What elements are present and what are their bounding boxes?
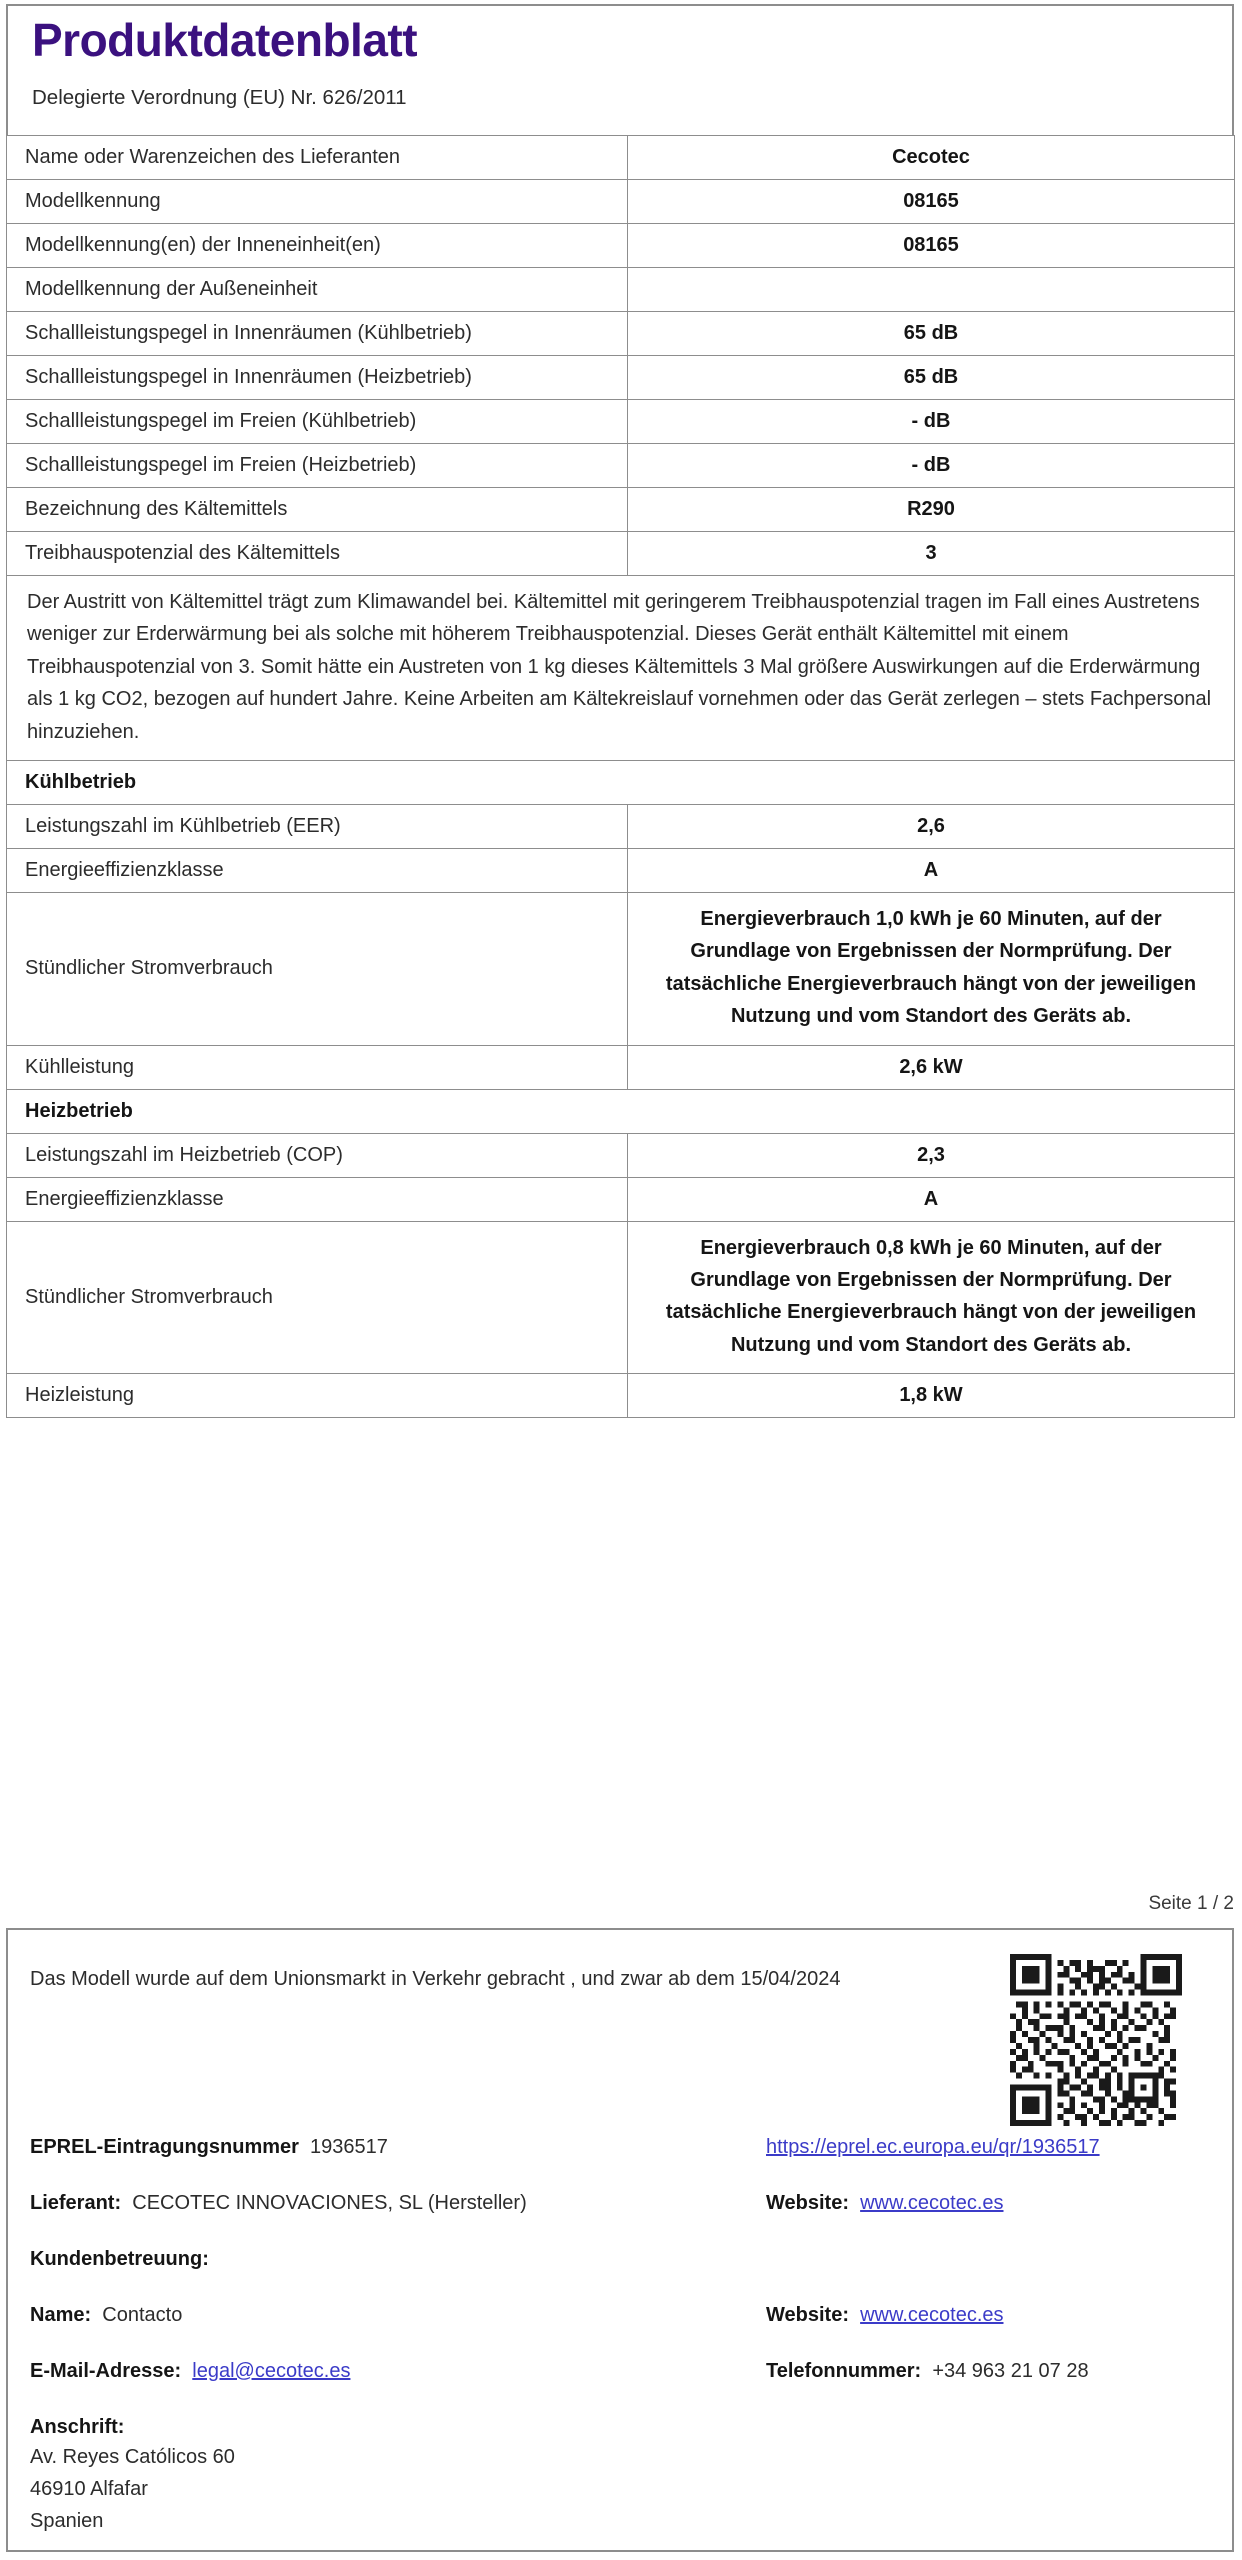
table-row: [7, 268, 1235, 312]
email-link[interactable]: legal@cecotec.es: [192, 2360, 351, 2382]
spec-label: Stündlicher Stromverbrauch: [7, 892, 628, 1045]
contact-website-label: Website:: [766, 2304, 849, 2326]
table-row: [7, 488, 1235, 532]
spec-label: Schallleistungspegel im Freien (Heizbetrieb): [7, 444, 628, 488]
table-row: [7, 1177, 1235, 1221]
phone-label: Telefonnummer:: [766, 2360, 922, 2382]
spec-value: 08165: [628, 180, 1235, 224]
address-line-3: Spanien: [30, 2510, 104, 2532]
supplier-value: CECOTEC INNOVACIONES, SL (Hersteller): [132, 2192, 527, 2214]
spec-value: 2,3: [628, 1133, 1235, 1177]
spec-value: - dB: [628, 444, 1235, 488]
page-title: Produktdatenblatt: [32, 14, 418, 66]
spec-label: Stündlicher Stromverbrauch: [7, 1221, 628, 1374]
table-row: [7, 224, 1235, 268]
email-row: [30, 2360, 350, 2383]
spec-value: 1,8 kW: [628, 1374, 1235, 1418]
table-row: [7, 1045, 1235, 1089]
contact-name-value: Contacto: [102, 2304, 183, 2326]
qr-code-icon: [1010, 1954, 1182, 2126]
contact-website-row: [766, 2304, 1004, 2327]
spec-value: - dB: [628, 400, 1235, 444]
spec-label: Name oder Warenzeichen des Lieferanten: [7, 136, 628, 180]
eprel-value: 1936517: [310, 2136, 388, 2158]
table-row: [7, 180, 1235, 224]
contact-name-label: Name:: [30, 2304, 92, 2326]
table-row: [7, 136, 1235, 180]
table-row: [7, 848, 1235, 892]
spec-value: A: [628, 1177, 1235, 1221]
table-row: [7, 444, 1235, 488]
website-label: Website:: [766, 2192, 849, 2214]
spec-label: Energieeffizienzklasse: [7, 848, 628, 892]
spec-value: 3: [628, 532, 1235, 576]
regulation-subtitle: Delegierte Verordnung (EU) Nr. 626/2011: [32, 86, 407, 109]
table-row: [7, 1133, 1235, 1177]
table-row: [7, 400, 1235, 444]
phone-row: [766, 2360, 1089, 2383]
address-heading: Anschrift:: [30, 2416, 125, 2438]
supplier-label: Lieferant:: [30, 2192, 122, 2214]
spec-value: Energieverbrauch 1,0 kWh je 60 Minuten, auf der Grundlage von Ergebnissen der Normprüfung. Der tatsächliche Energieverbrauch hängt von der jeweiligen Nutzung und vom Standort des Geräts ab.: [628, 892, 1235, 1045]
supplier-website-row: [766, 2192, 1004, 2215]
contact-website-link[interactable]: www.cecotec.es: [860, 2304, 1004, 2326]
spec-label: Kühlleistung: [7, 1045, 628, 1089]
spec-value: Cecotec: [628, 136, 1235, 180]
document-footer: [6, 1928, 1234, 2552]
spec-value: 2,6 kW: [628, 1045, 1235, 1089]
refrigerant-notice-text: Der Austritt von Kältemittel trägt zum Klimawandel bei. Kältemittel mit geringerem Treibhauspotenzial tragen im Fall eines Austretens weniger zur Erderwärmung bei als solche mit höherem Treibhauspotenzial. Dieses Gerät enthält Kältemittel mit einem Treibhauspotenzial von 3. Somit hätte ein Austreten von 1 kg dieses Kältemittels 3 Mal größere Auswirkungen auf die Erderwärmung als 1 kg CO2, bezogen auf hundert Jahre. Keine Arbeiten am Kältekreislauf vornehmen oder das Gerät zerlegen – stets Fachpersonal hinzuziehen.: [7, 576, 1235, 761]
table-row: [7, 804, 1235, 848]
spec-value: [628, 268, 1235, 312]
spec-label: Treibhauspotenzial des Kältemittels: [7, 532, 628, 576]
email-label: E-Mail-Adresse:: [30, 2360, 182, 2382]
table-row: [7, 356, 1235, 400]
spec-value: A: [628, 848, 1235, 892]
table-row: [7, 892, 1235, 1045]
spec-label: Schallleistungspegel in Innenräumen (Kühlbetrieb): [7, 312, 628, 356]
spec-label: Schallleistungspegel im Freien (Kühlbetrieb): [7, 400, 628, 444]
eprel-registration-row: [30, 2136, 388, 2159]
spec-value: 65 dB: [628, 356, 1235, 400]
spec-value: Energieverbrauch 0,8 kWh je 60 Minuten, auf der Grundlage von Ergebnissen der Normprüfung. Der tatsächliche Energieverbrauch hängt von der jeweiligen Nutzung und vom Standort des Geräts ab.: [628, 1221, 1235, 1374]
phone-value: +34 963 21 07 28: [932, 2360, 1089, 2382]
supplier-row: [30, 2192, 527, 2215]
contact-name-row: [30, 2304, 182, 2327]
spec-table-body: [7, 136, 1235, 1418]
spec-value: 2,6: [628, 804, 1235, 848]
table-row: [7, 532, 1235, 576]
market-placement-text: Das Modell wurde auf dem Unionsmarkt in Verkehr gebracht , und zwar ab dem 15/04/2024: [30, 1968, 841, 1990]
spec-label: Bezeichnung des Kältemittels: [7, 488, 628, 532]
eprel-label: EPREL-Eintragungsnummer: [30, 2136, 299, 2158]
spec-value: R290: [628, 488, 1235, 532]
address-line-1: Av. Reyes Católicos 60: [30, 2446, 235, 2468]
spec-label: Schallleistungspegel in Innenräumen (Heizbetrieb): [7, 356, 628, 400]
table-row: [7, 576, 1235, 761]
document-header: [6, 4, 1234, 135]
spec-label: Energieeffizienzklasse: [7, 1177, 628, 1221]
section-heading-cooling: Kühlbetrieb: [7, 760, 1235, 804]
customer-support-heading: Kundenbetreuung:: [30, 2248, 209, 2270]
table-row: [7, 1089, 1235, 1133]
table-row: [7, 1374, 1235, 1418]
spec-label: Modellkennung(en) der Inneneinheit(en): [7, 224, 628, 268]
table-row: [7, 760, 1235, 804]
spec-label: Leistungszahl im Kühlbetrieb (EER): [7, 804, 628, 848]
spec-label: Modellkennung: [7, 180, 628, 224]
spec-label: Leistungszahl im Heizbetrieb (COP): [7, 1133, 628, 1177]
section-heading-heating: Heizbetrieb: [7, 1089, 1235, 1133]
spec-label: Modellkennung der Außeneinheit: [7, 268, 628, 312]
eprel-url-link[interactable]: https://eprel.ec.europa.eu/qr/1936517: [766, 2136, 1100, 2158]
product-spec-table: [6, 135, 1235, 1418]
table-row: [7, 1221, 1235, 1374]
spec-value: 65 dB: [628, 312, 1235, 356]
table-row: [7, 312, 1235, 356]
spec-label: Heizleistung: [7, 1374, 628, 1418]
address-line-2: 46910 Alfafar: [30, 2478, 148, 2500]
page-number: Seite 1 / 2: [1148, 1893, 1234, 1914]
supplier-website-link[interactable]: www.cecotec.es: [860, 2192, 1004, 2214]
spec-value: 08165: [628, 224, 1235, 268]
